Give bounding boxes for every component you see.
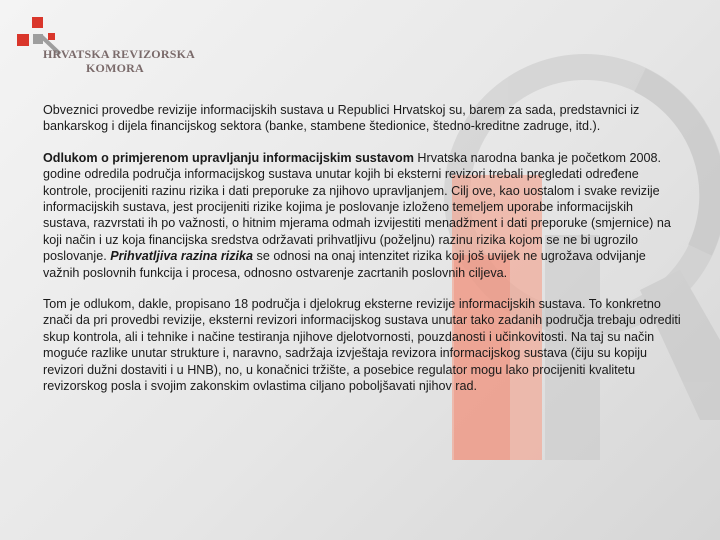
logo-name-line2: KOMORA <box>86 61 144 75</box>
slide-body <box>43 102 683 410</box>
acceptable-risk-term: Prihvatljiva razina rizika <box>110 249 254 264</box>
paragraph-obveznici: Obveznici provedbe revizije informacijskih sustava u Republici Hrvatskoj su, barem za sada, predstavnici iz bankarskog i dijela financijskog sektora (banke, stambene štedionice, štedno-kreditne zadruge, itd.). <box>43 103 640 134</box>
decision-title: Odlukom o primjerenom upravljanju informacijskim sustavom <box>43 150 414 165</box>
paragraph-podrucja: Tom je odlukom, dakle, propisano 18 područja i djelokrug eksterne revizije informacijskih sustava. To konkretno znači da pri provedbi revizije, eksterni revizori informacijskog sustava unutar tako zadanih područja trebaju odrediti skup kontrola, ali i tehnike i načine testiranja njihove djelotvornosti, pouzdanosti i učinkovitosti. Na taj su način moguće razlike unutar strukture i, naravno, sadržaja izvještaja revizora informacijskog sustava (čiju su kopiju revizori dužni dostaviti i u HNB), no, u konačnici tržište, a posebice regulator mogu lako procijeniti kvalitetu revizorskog posla i svojim zakonskim ovlastima ciljano poboljšavati njihov rad. <box>43 297 681 394</box>
paragraph-odluka <box>43 150 683 281</box>
paragraph-odluka-end: se odnosi na onaj intenzitet rizika koji još uvijek ne ugrožava odvijanje važnih poslovnih funkcija i procesa, odnosno ostvarenje zacrtanih poslovnih ciljeva. <box>43 249 646 280</box>
paragraph-odluka-text: Hrvatska narodna banka je početkom 2008. godine odredila područja informacijskog sustava unutar kojih bi eksterni revizori trebali pregledati određene kontrole, procijeniti razinu rizika i dati preporuke za njihovo upravljanjem. Cilj ove, kao uostalom i svake revizije informacijskih sustava, jest procijeniti rizike kojima je poslovanje izloženo temeljem uporabe informacijskih sustava, razvrstati ih po važnosti, o hitnim mjerama odmah izvijestiti menadžment i dati preporuke (smjernice) na koji način i uz koja financijska sredstva održavati prihvatljivu (poželjnu) razinu rizika kojom se ne bi ugrozilo poslovanje. <box>43 150 671 264</box>
logo-name-line1: HRVATSKA REVIZORSKA <box>43 47 195 61</box>
